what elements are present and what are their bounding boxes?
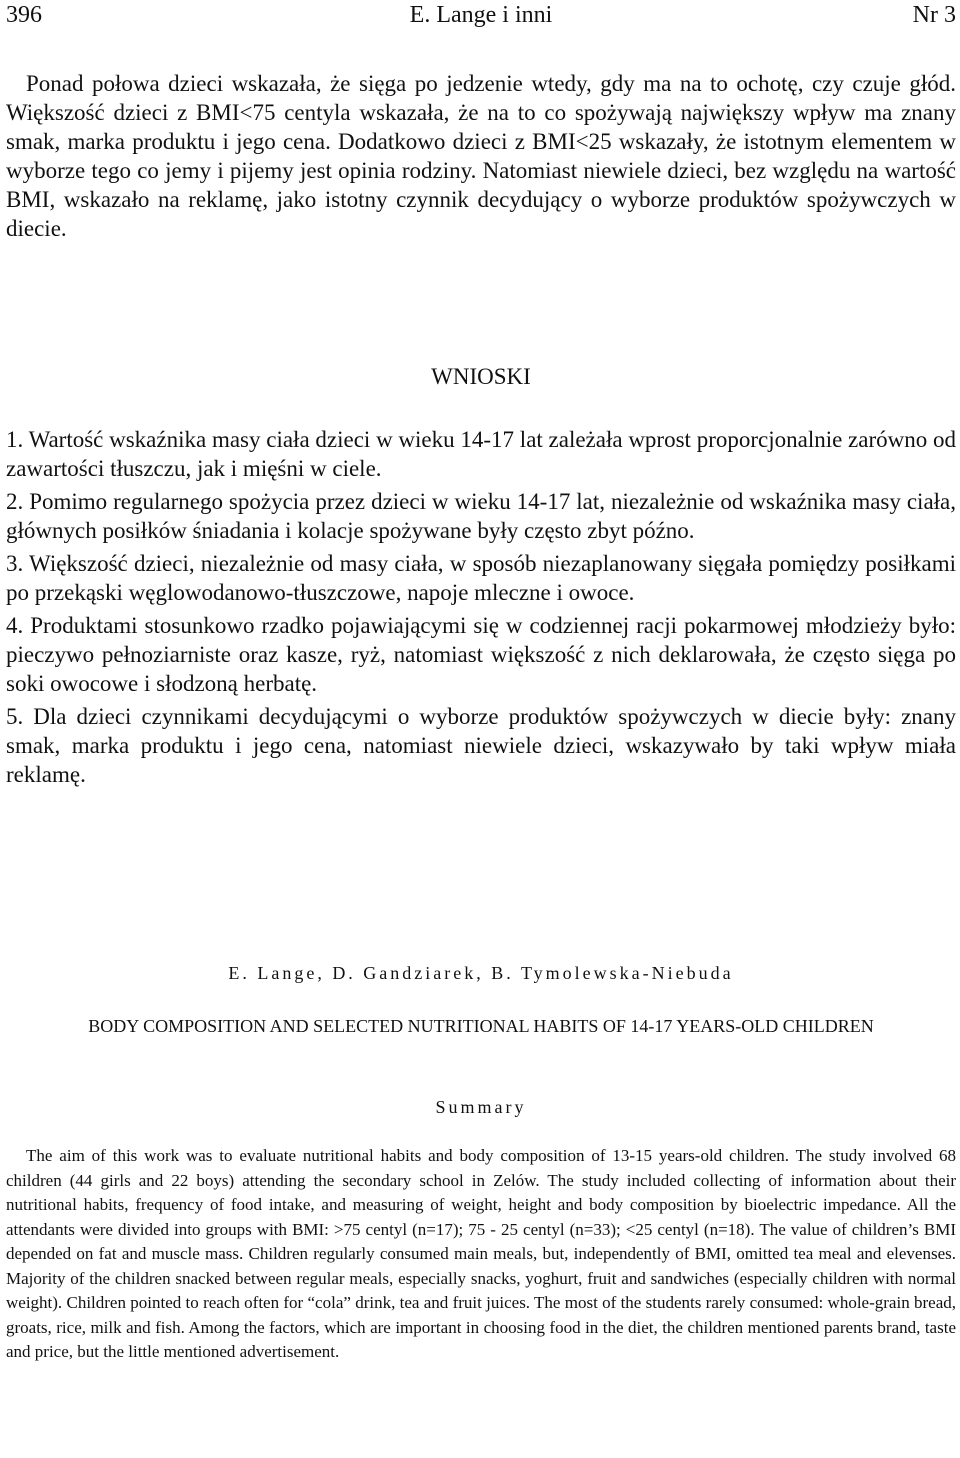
running-title: E. Lange i inni [409,2,553,28]
summary-heading: Summary [435,1097,527,1117]
conclusion-item-2: 2. Pomimo regularnego spożycia przez dzieci w wieku 14-17 lat, niezależnie od wskaźnika masy ciała, głównych posiłków śniadania i kolacje spożywane były często zbyt późno. [6,489,956,543]
conclusion-item-3: 3. Większość dzieci, niezależnie od masy ciała, w sposób niezaplanowany sięgała pomiędzy posiłkami po przekąski węglowodanowo-tłuszczowe, napoje mleczne i owoce. [6,551,956,605]
running-header [6,0,956,30]
conclusion-item-1: 1. Wartość wskaźnika masy ciała dzieci w wieku 14-17 lat zależała wprost proporcjonalnie zarówno od zawartości tłuszczu, jak i mięśni w ciele. [6,427,956,481]
intro-section [6,69,956,243]
summary-authors: E. Lange, D. Gandziarek, B. Tymolewska-Niebuda [228,963,734,983]
issue-number: Nr 3 [912,2,956,28]
conclusion-item-4: 4. Produktami stosunkowo rzadko pojawiającymi się w codziennej racji pokarmowej młodzieży było: pieczywo pełnoziarniste oraz kasze, ryż, natomiast większość z nich deklarowała, że często sięga po soki owocowe i słodzoną herbatę. [6,613,956,696]
conclusions-heading: WNIOSKI [431,364,531,389]
summary-title: BODY COMPOSITION AND SELECTED NUTRITIONAL HABITS OF 14-17 YEARS-OLD CHILDREN [88,1016,874,1036]
page-number: 396 [6,2,42,28]
conclusion-item-5: 5. Dla dzieci czynnikami decydującymi o wyborze produktów spożywczych w diecie były: znany smak, marka produktu i jego cena, natomiast niewiele dzieci, wskazywało by taki wpływ miała reklamę. [6,704,956,787]
summary-text: The aim of this work was to evaluate nutritional habits and body composition of 13-15 years-old children. The study involved 68 children (44 girls and 22 boys) attending the secondary school in Zelów. The study included collecting of information about their nutritional habits, frequency of food intake, and measuring of weight, height and body composition by bioelectric impedance. All the attendants were divided into groups with BMI: >75 centyl (n=17); 75 - 25 centyl (n=33); <25 centyl (n=18). The value of children’s BMI depended on fat and muscle mass. Children regularly consumed main meals, but, independently of BMI, omitted tea meal and elevenses. Majority of the children snacked between regular meals, especially snacks, yoghurt, fruit and sandwiches (especially children with normal weight). Children pointed to reach often for “cola” drink, tea and fruit juices. The most of the students rarely consumed: whole-grain bread, groats, rice, milk and fish. Among the factors, which are important in choosing food in the diet, the children mentioned parents brand, taste and price, but the little mentioned advertisement. [6,1146,956,1361]
intro-paragraph: Ponad połowa dzieci wskazała, że sięga po jedzenie wtedy, gdy ma na to ochotę, czy czuje głód. Większość dzieci z BMI<75 centyla wskazała, że na to co spożywają największy wpływ ma znany smak, marka produktu i jego cena. Dodatkowo dzieci z BMI<25 wskazały, że istotnym elementem w wyborze tego co jemy i pijemy jest opinia rodziny. Natomiast niewiele dzieci, bez względu na wartość BMI, wskazało na reklamę, jako istotny czynnik decydujący o wyborze produktów spożywczych w diecie. [6,71,956,241]
conclusions-list [6,425,956,789]
